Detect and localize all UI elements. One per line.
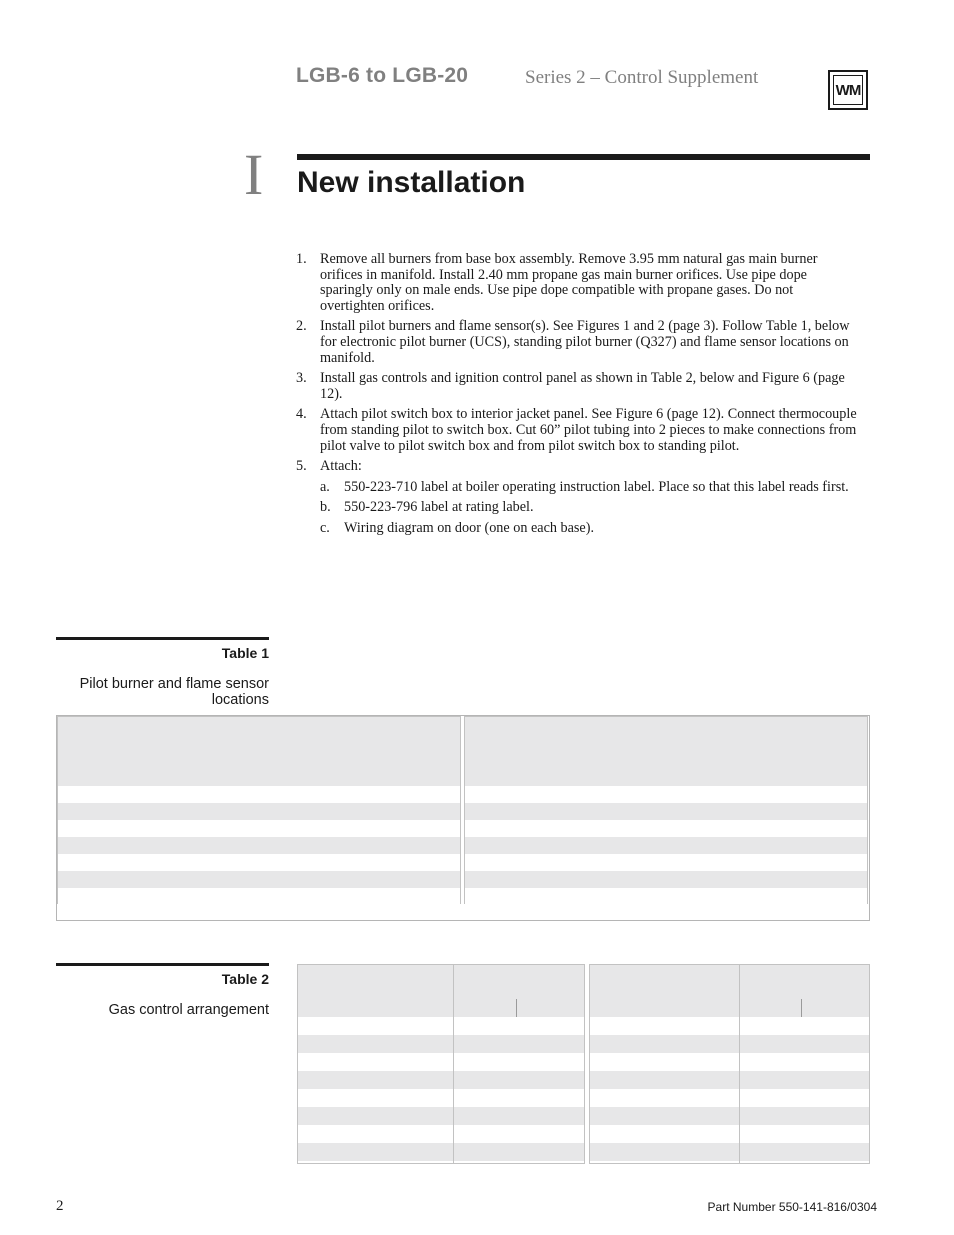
table-row bbox=[465, 837, 867, 854]
substep-item bbox=[320, 521, 860, 537]
table-row bbox=[454, 1143, 584, 1161]
table-row bbox=[740, 1071, 869, 1089]
step-item bbox=[296, 319, 860, 366]
table1 bbox=[56, 715, 870, 921]
table2-description: Gas control arrangement bbox=[108, 1002, 269, 1018]
table-row bbox=[298, 1143, 453, 1161]
step-number: 5. bbox=[296, 458, 307, 475]
step-number: 1. bbox=[296, 251, 307, 267]
table-row bbox=[465, 820, 867, 837]
step-text: Install pilot burners and flame sensor(s). See Figures 1 and 2 (page 3). Follow Table 1, below for electronic pilot burner (UCS), standing pilot burner (Q327) and flame sensor locations on manifold. bbox=[320, 318, 850, 366]
step-number: 4. bbox=[296, 406, 307, 423]
table2-column bbox=[298, 965, 453, 1163]
table1-rule bbox=[56, 637, 269, 640]
step-item bbox=[296, 252, 860, 314]
page-number: 2 bbox=[56, 1198, 64, 1214]
table-row bbox=[740, 1089, 869, 1107]
table-row bbox=[298, 1053, 453, 1071]
table-row bbox=[465, 803, 867, 820]
table-row bbox=[298, 1107, 453, 1125]
table-row bbox=[590, 1143, 739, 1161]
table2-header-cell bbox=[298, 965, 453, 1017]
table1-column-left bbox=[57, 716, 461, 904]
table-row bbox=[298, 1035, 453, 1053]
table-row bbox=[58, 871, 460, 888]
table-row bbox=[465, 871, 867, 888]
step-text-container bbox=[320, 459, 860, 536]
step-text: Install gas controls and ignition control panel as shown in Table 2, below and Figure 6 (page 12). bbox=[320, 370, 845, 402]
table-row bbox=[590, 1125, 739, 1143]
table-row bbox=[590, 1017, 739, 1035]
table-row bbox=[298, 1089, 453, 1107]
table-row bbox=[58, 854, 460, 871]
table-row bbox=[740, 1035, 869, 1053]
step-item bbox=[296, 459, 860, 536]
table-row bbox=[58, 769, 460, 786]
brand-logo-mark: WM bbox=[833, 75, 863, 105]
table-row bbox=[58, 888, 460, 905]
table-row bbox=[465, 888, 867, 905]
step-number: 3. bbox=[296, 370, 307, 387]
table2-header-cell bbox=[740, 965, 869, 1017]
step-text: Attach pilot switch box to interior jacket panel. See Figure 6 (page 12). Connect thermocouple from standing pilot to switch box. Cut 60” pilot tubing into 2 pieces to make connections from pilot valve to pilot switch box and from pilot switch box to standing pilot. bbox=[320, 406, 857, 454]
table2-right bbox=[589, 964, 870, 1164]
document-title: LGB-6 to LGB-20 bbox=[296, 64, 469, 87]
table-row bbox=[298, 1125, 453, 1143]
table-row bbox=[740, 1017, 869, 1035]
section-number: I bbox=[244, 142, 264, 207]
table2-left bbox=[297, 964, 585, 1164]
table-row bbox=[454, 1053, 584, 1071]
table-row bbox=[454, 1089, 584, 1107]
substep-letter: a. bbox=[320, 478, 330, 495]
table1-label: Table 1 bbox=[221, 645, 269, 661]
header-divider bbox=[516, 999, 517, 1017]
table-row bbox=[465, 854, 867, 871]
step-item bbox=[296, 407, 860, 454]
step-item bbox=[296, 371, 860, 402]
substep-letter: b. bbox=[320, 499, 331, 516]
table-row bbox=[740, 1053, 869, 1071]
table-row bbox=[58, 820, 460, 837]
table1-header-cell bbox=[465, 717, 867, 769]
table1-description: Pilot burner and flame sensor locations bbox=[79, 676, 269, 708]
table2-label: Table 2 bbox=[221, 971, 269, 987]
table-row bbox=[298, 1017, 453, 1035]
brand-logo bbox=[828, 70, 868, 110]
part-number: Part Number 550-141-816/0304 bbox=[707, 1200, 877, 1214]
substep-text: 550-223-796 label at rating label. bbox=[344, 499, 534, 516]
substep-item bbox=[320, 480, 860, 496]
table-row bbox=[590, 1035, 739, 1053]
installation-steps bbox=[296, 252, 860, 542]
table-row bbox=[590, 1089, 739, 1107]
substep-text: 550-223-710 label at boiler operating instruction label. Place so that this label reads first. bbox=[344, 478, 849, 495]
table-row bbox=[740, 1125, 869, 1143]
table-row bbox=[58, 837, 460, 854]
table-row bbox=[58, 786, 460, 803]
table2-column bbox=[453, 965, 584, 1163]
step-number: 2. bbox=[296, 318, 307, 335]
table-row bbox=[465, 769, 867, 786]
substep-letter: c. bbox=[320, 519, 330, 536]
table-row bbox=[590, 1071, 739, 1089]
section-rule bbox=[297, 154, 870, 160]
table-row bbox=[454, 1107, 584, 1125]
table-row bbox=[454, 1035, 584, 1053]
section-title: New installation bbox=[297, 166, 526, 199]
substep-text: Wiring diagram on door (one on each base). bbox=[344, 519, 594, 536]
table2-header-cell bbox=[590, 965, 739, 1017]
table2-column bbox=[739, 965, 869, 1163]
table-row bbox=[454, 1071, 584, 1089]
table-row bbox=[740, 1143, 869, 1161]
table-row bbox=[58, 803, 460, 820]
table-row bbox=[454, 1017, 584, 1035]
step-text: Remove all burners from base box assembly. Remove 3.95 mm natural gas main burner orifices in manifold. Install 2.40 mm propane gas main burner orifices. Use pipe dope sparingly only on male ends. Use pipe dope compatible with propane gases. Do not overtighten orifices. bbox=[320, 251, 818, 314]
substep-item bbox=[320, 500, 860, 516]
table-row bbox=[465, 786, 867, 803]
step-text: Attach: bbox=[320, 458, 362, 475]
document-subtitle: Series 2 – Control Supplement bbox=[525, 67, 759, 88]
table1-header-cell bbox=[58, 717, 460, 769]
table2-column bbox=[590, 965, 739, 1163]
table-row bbox=[590, 1107, 739, 1125]
table-row bbox=[454, 1125, 584, 1143]
table-row bbox=[590, 1053, 739, 1071]
table-row bbox=[298, 1071, 453, 1089]
table2-rule bbox=[56, 963, 269, 966]
header-divider bbox=[801, 999, 802, 1017]
table2-header-cell bbox=[454, 965, 584, 1017]
table1-column-right bbox=[464, 716, 868, 904]
table-row bbox=[740, 1107, 869, 1125]
